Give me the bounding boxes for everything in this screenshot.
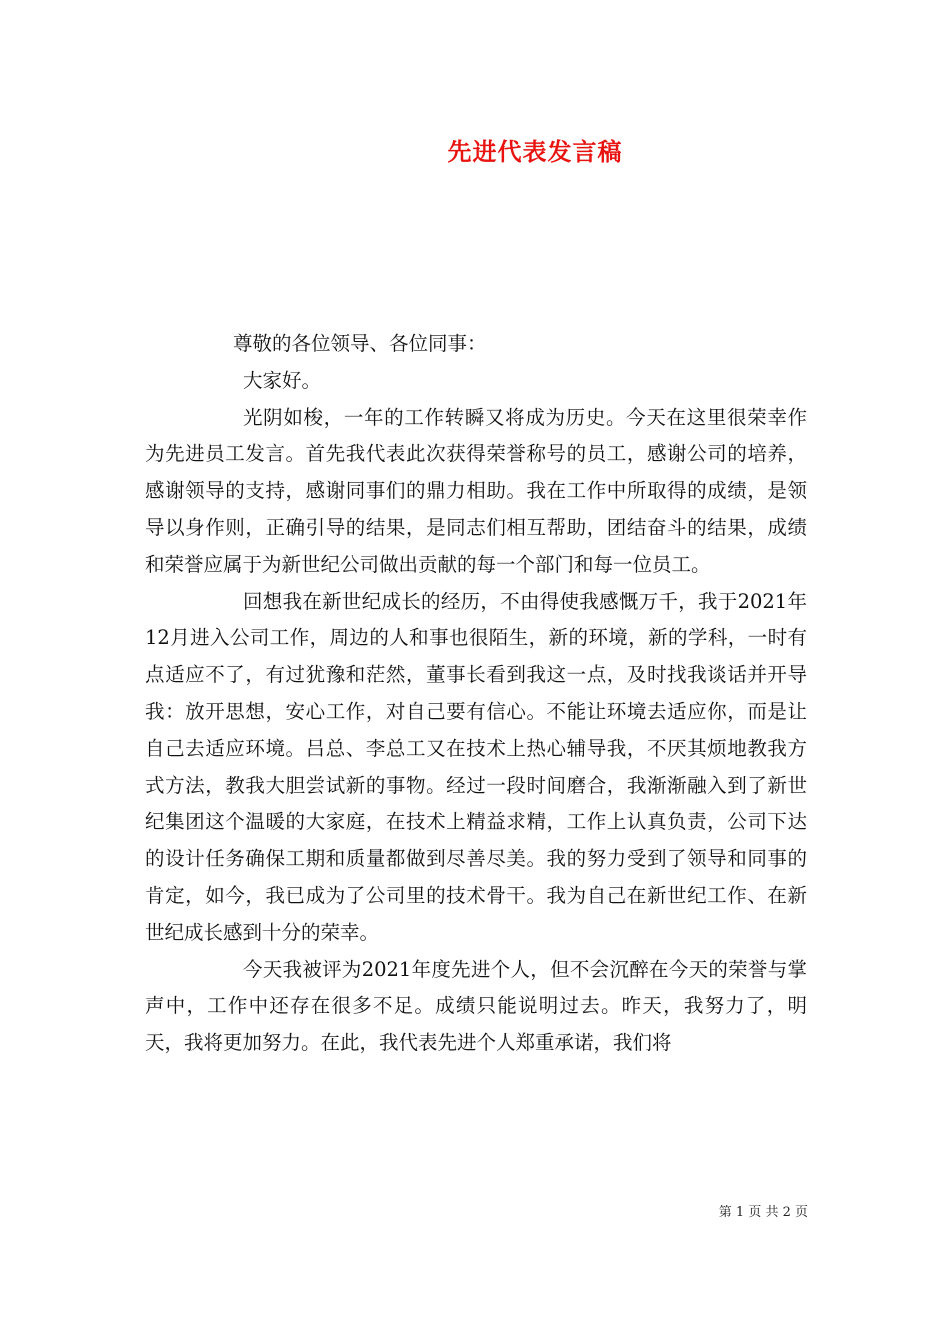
document-title: 先进代表发言稿 bbox=[447, 137, 623, 166]
salutation-line: 尊敬的各位领导、各位同事： bbox=[233, 332, 487, 355]
paragraph-2: 回想我在新世纪成长的经历，不由得使我感慨万千，我于2021年12月进入公司工作，周边的人和事也很陌生，新的环境，新的学科，一时有点适应不了，有过犹豫和茫然，董事长看到我这一点，及时找我谈话并开导我：放开思想，安心工作，对自己要有信心。不能让环境去适应你，而是让自己去适应环境。吕总、李总工又在技术上热心辅导我，不厌其烦地教我方式方法，教我大胆尝试新的事物。经过一段时间磨合，我渐渐融入到了新世纪集团这个温暖的大家庭，在技术上精益求精，工作上认真负责，公司下达的设计任务确保工期和质量都做到尽善尽美。我的努力受到了领导和同事的肯定，如今，我已成为了公司里的技术骨干。我为自己在新世纪工作、在新世纪成长感到十分的荣幸。 bbox=[145, 589, 807, 944]
document-body bbox=[145, 326, 807, 1062]
paragraph-1: 光阴如梭，一年的工作转瞬又将成为历史。今天在这里很荣幸作为先进员工发言。首先我代表此次获得荣誉称号的员工，感谢公司的培养，感谢领导的支持，感谢同事们的鼎力相助。我在工作中所取得的成绩，是领导以身作则，正确引导的结果，是同志们相互帮助，团结奋斗的结果，成绩和荣誉应属于为新世纪公司做出贡献的每一个部门和每一位员工。 bbox=[145, 405, 807, 576]
greeting-line: 大家好。 bbox=[243, 368, 322, 392]
page-number-footer: 第 1 页 共 2 页 bbox=[718, 1205, 808, 1220]
paragraph-3: 今天我被评为2021年度先进个人，但不会沉醉在今天的荣誉与掌声中，工作中还存在很多不足。成绩只能说明过去。昨天，我努力了，明天，我将更加努力。在此，我代表先进个人郑重承诺，我们将 bbox=[145, 957, 807, 1055]
